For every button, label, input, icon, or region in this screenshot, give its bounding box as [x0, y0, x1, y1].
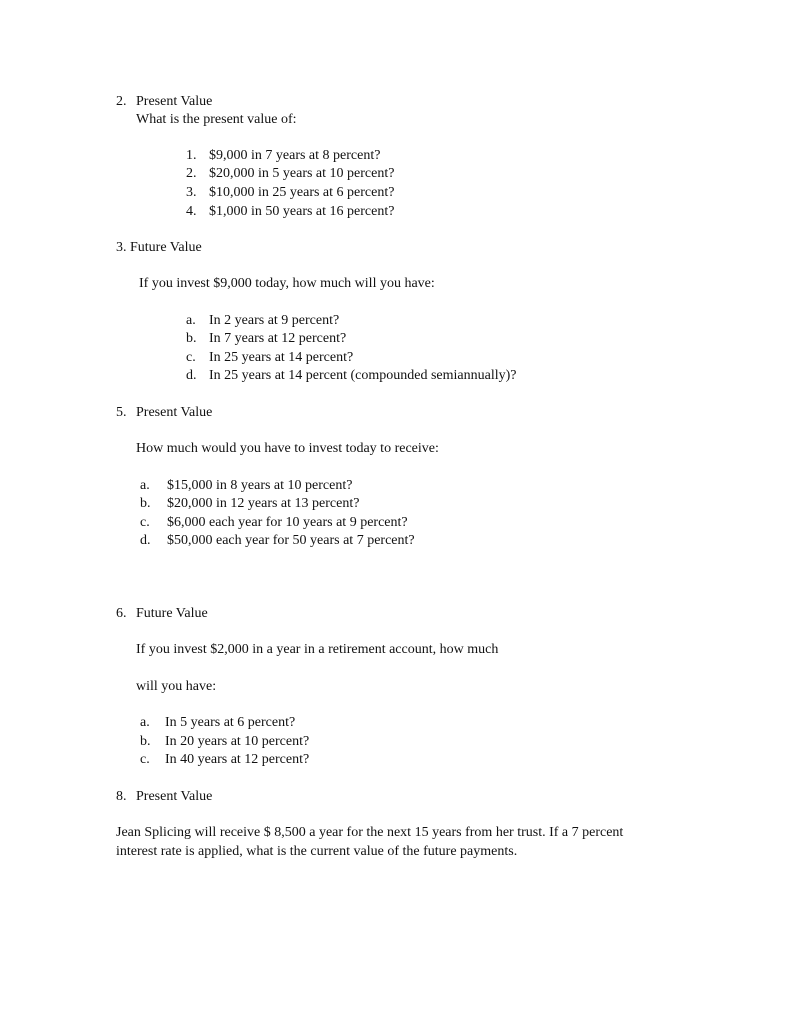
list-item: In 40 years at 12 percent?: [165, 752, 310, 767]
section-number: 8.: [116, 789, 127, 804]
list-item: $1,000 in 50 years at 16 percent?: [209, 204, 395, 219]
section-heading: Present Value: [136, 94, 213, 109]
list-item-marker: c.: [140, 515, 150, 530]
section-prompt-continued: will you have:: [136, 679, 217, 694]
section-heading: Future Value: [136, 606, 208, 621]
section-number: 6.: [116, 606, 127, 621]
section-heading: Present Value: [136, 405, 213, 420]
list-item: In 20 years at 10 percent?: [165, 734, 310, 749]
list-item: $20,000 in 5 years at 10 percent?: [209, 166, 395, 181]
list-item: In 5 years at 6 percent?: [165, 715, 296, 730]
list-item-marker: a.: [140, 715, 150, 730]
list-item: In 25 years at 14 percent?: [209, 350, 354, 365]
section-heading: Present Value: [136, 789, 213, 804]
section-prompt: What is the present value of:: [136, 112, 297, 127]
list-item-marker: 2.: [186, 166, 197, 181]
section-heading: 3. Future Value: [116, 240, 202, 255]
list-item-marker: b.: [140, 496, 151, 511]
section-number: 5.: [116, 405, 127, 420]
list-item: $20,000 in 12 years at 13 percent?: [167, 496, 360, 511]
list-item: In 2 years at 9 percent?: [209, 313, 340, 328]
list-item-marker: a.: [140, 478, 150, 493]
list-item-marker: 3.: [186, 185, 197, 200]
section-prompt: How much would you have to invest today to receive:: [136, 441, 439, 456]
list-item: $15,000 in 8 years at 10 percent?: [167, 478, 353, 493]
list-item: In 25 years at 14 percent (compounded semiannually)?: [209, 368, 517, 383]
list-item-marker: c.: [186, 350, 196, 365]
section-number: 2.: [116, 94, 127, 109]
section-prompt: If you invest $2,000 in a year in a retirement account, how much: [136, 642, 499, 657]
list-item-marker: a.: [186, 313, 196, 328]
list-item: $50,000 each year for 50 years at 7 percent?: [167, 533, 415, 548]
problem-paragraph: Jean Splicing will receive $ 8,500 a year for the next 15 years from her trust. If a 7 percent: [116, 825, 624, 840]
problem-paragraph-continued: interest rate is applied, what is the current value of the future payments.: [116, 844, 518, 859]
list-item: In 7 years at 12 percent?: [209, 331, 347, 346]
list-item-marker: d.: [186, 368, 197, 383]
list-item-marker: d.: [140, 533, 151, 548]
list-item: $6,000 each year for 10 years at 9 percent?: [167, 515, 408, 530]
list-item: $10,000 in 25 years at 6 percent?: [209, 185, 395, 200]
list-item-marker: b.: [140, 734, 151, 749]
section-prompt: If you invest $9,000 today, how much will you have:: [139, 276, 435, 291]
list-item: $9,000 in 7 years at 8 percent?: [209, 148, 381, 163]
list-item-marker: 1.: [186, 148, 197, 163]
list-item-marker: 4.: [186, 204, 197, 219]
list-item-marker: c.: [140, 752, 150, 767]
list-item-marker: b.: [186, 331, 197, 346]
